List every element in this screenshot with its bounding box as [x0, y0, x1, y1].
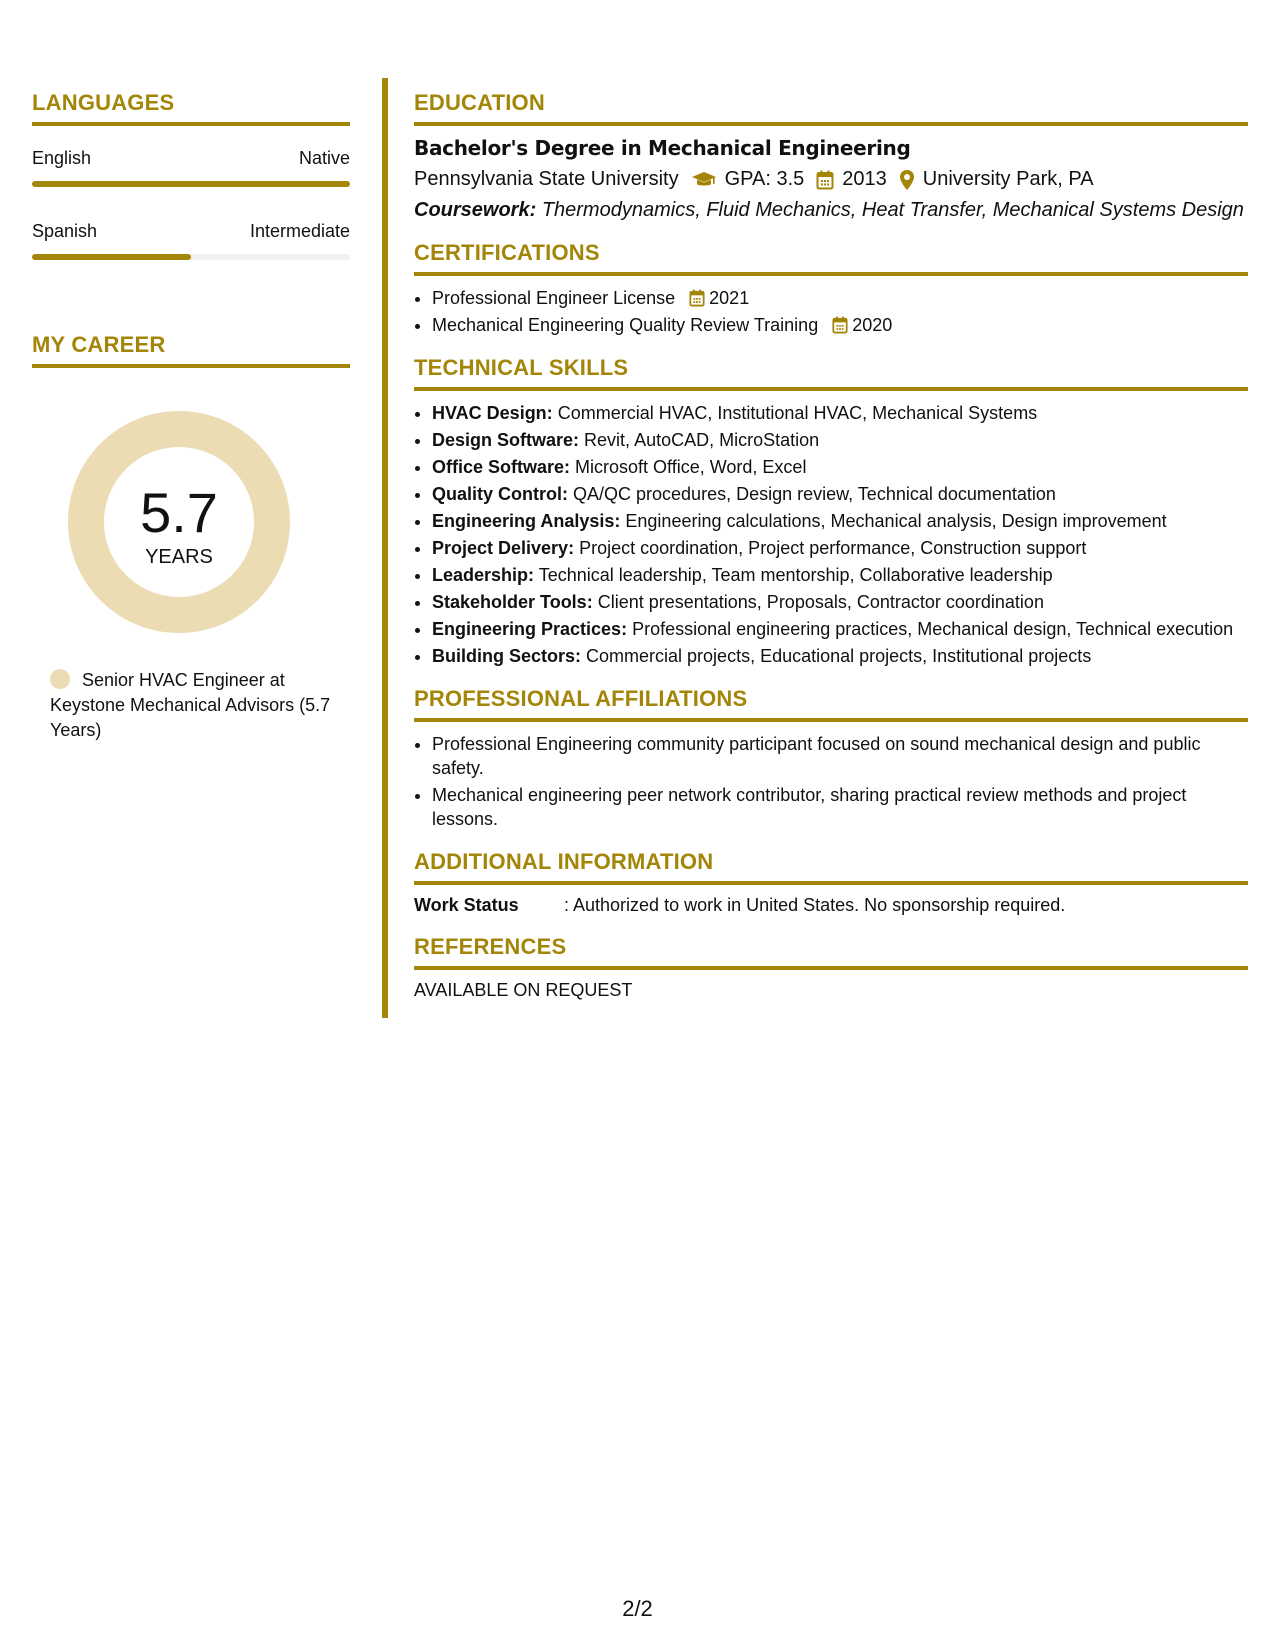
- skill-item: [432, 509, 1248, 533]
- certification-year: 2021: [709, 288, 750, 308]
- education-location: University Park, PA: [922, 168, 1094, 190]
- education-details: [414, 168, 1248, 191]
- education-coursework: [414, 199, 1248, 222]
- skill-item: [432, 536, 1248, 560]
- calendar-icon: [689, 289, 705, 307]
- career-entry-text: Senior HVAC Engineer at Keystone Mechanical Advisors (5.7 Years): [50, 670, 331, 740]
- education-gpa: GPA: 3.5: [724, 168, 805, 190]
- additional-row: [414, 895, 1248, 916]
- references-text: AVAILABLE ON REQUEST: [414, 980, 633, 1000]
- language-bar-fill: [32, 181, 350, 187]
- skill-value: Project coordination, Project performance, Construction support: [579, 538, 1087, 558]
- skill-label: Engineering Practices:: [432, 619, 628, 639]
- map-pin-icon: [899, 169, 915, 191]
- language-item: [32, 221, 350, 260]
- left-column: [32, 90, 350, 743]
- certification-item: [432, 286, 1248, 310]
- certification-name: • Mechanical Engineering Quality Review Training: [432, 315, 819, 335]
- career-dot-icon: [50, 669, 70, 689]
- skill-label: Leadership:: [432, 565, 535, 585]
- additional-value: : Authorized to work in United States. No sponsorship required.: [564, 895, 1066, 915]
- skill-item: [432, 455, 1248, 479]
- affiliations-list: [414, 732, 1248, 831]
- skill-value: QA/QC procedures, Design review, Technical documentation: [573, 484, 1056, 504]
- education-title: EDUCATION: [414, 90, 1248, 126]
- certification-year: 2020: [852, 315, 893, 335]
- calendar-icon: [816, 170, 834, 190]
- skill-label: Design Software:: [432, 430, 580, 450]
- skill-item: [432, 590, 1248, 614]
- career-donut: [67, 410, 291, 634]
- career-years-value: 5.7: [140, 481, 218, 544]
- skill-value: Revit, AutoCAD, MicroStation: [584, 430, 820, 450]
- language-bar: [32, 181, 350, 187]
- languages-title: LANGUAGES: [32, 90, 350, 126]
- skill-item: [432, 563, 1248, 587]
- additional-title: ADDITIONAL INFORMATION: [414, 849, 1248, 885]
- skill-value: Commercial HVAC, Institutional HVAC, Mechanical Systems: [557, 403, 1038, 423]
- skill-label: HVAC Design:: [432, 403, 553, 423]
- skill-value: Engineering calculations, Mechanical analysis, Design improvement: [625, 511, 1167, 531]
- skill-item: [432, 428, 1248, 452]
- skill-label: Engineering Analysis:: [432, 511, 621, 531]
- career-years-unit: YEARS: [145, 546, 213, 568]
- affiliations-title: PROFESSIONAL AFFILIATIONS: [414, 686, 1248, 722]
- skill-value: Commercial projects, Educational projects, Institutional projects: [586, 646, 1092, 666]
- skill-item: [432, 644, 1248, 668]
- certification-name: • Professional Engineer License: [432, 288, 676, 308]
- skill-label: Office Software:: [432, 457, 571, 477]
- education-year: 2013: [842, 168, 887, 190]
- skill-value: Professional engineering practices, Mechanical design, Technical execution: [632, 619, 1234, 639]
- language-level: Native: [298, 148, 350, 168]
- skill-item: [432, 482, 1248, 506]
- skill-label: Quality Control:: [432, 484, 568, 504]
- skill-label: Stakeholder Tools:: [432, 592, 593, 612]
- skill-item: [432, 617, 1248, 641]
- language-name: English: [32, 148, 92, 168]
- references-title: REFERENCES: [414, 934, 1248, 970]
- skill-item: [432, 401, 1248, 425]
- certifications-list: [414, 286, 1248, 337]
- skills-title: TECHNICAL SKILLS: [414, 355, 1248, 391]
- language-bar-fill: [32, 254, 191, 260]
- certifications-title: CERTIFICATIONS: [414, 240, 1248, 276]
- career-title: MY CAREER: [32, 332, 350, 368]
- calendar-icon: [832, 316, 848, 334]
- education-school: Pennsylvania State University: [414, 168, 679, 190]
- coursework-label: Coursework:: [414, 199, 537, 221]
- skill-value: Microsoft Office, Word, Excel: [575, 457, 807, 477]
- language-name: Spanish: [32, 221, 98, 241]
- language-bar: [32, 254, 350, 260]
- skill-label: Project Delivery:: [432, 538, 575, 558]
- affiliation-item: • Professional Engineering community participant focused on sound mechanical design and public safety.: [432, 732, 1248, 780]
- additional-label: Work Status: [414, 895, 519, 915]
- language-level: Intermediate: [249, 221, 350, 241]
- skill-label: Building Sectors:: [432, 646, 582, 666]
- certification-item: [432, 313, 1248, 337]
- skill-value: Technical leadership, Team mentorship, Collaborative leadership: [538, 565, 1053, 585]
- page-number: 2/2: [622, 1596, 653, 1621]
- coursework-list: Thermodynamics, Fluid Mechanics, Heat Transfer, Mechanical Systems Design: [541, 199, 1244, 221]
- skill-value: Client presentations, Proposals, Contractor coordination: [597, 592, 1044, 612]
- career-entry: [50, 668, 340, 743]
- language-item: [32, 148, 350, 187]
- education-degree: Bachelor's Degree in Mechanical Engineering: [414, 136, 911, 160]
- affiliation-item: • Mechanical engineering peer network contributor, sharing practical review methods and project lessons.: [432, 783, 1248, 831]
- graduation-cap-icon: [691, 171, 717, 189]
- column-divider: [382, 78, 388, 1018]
- right-column: [414, 90, 1248, 1001]
- skills-list: [414, 401, 1248, 668]
